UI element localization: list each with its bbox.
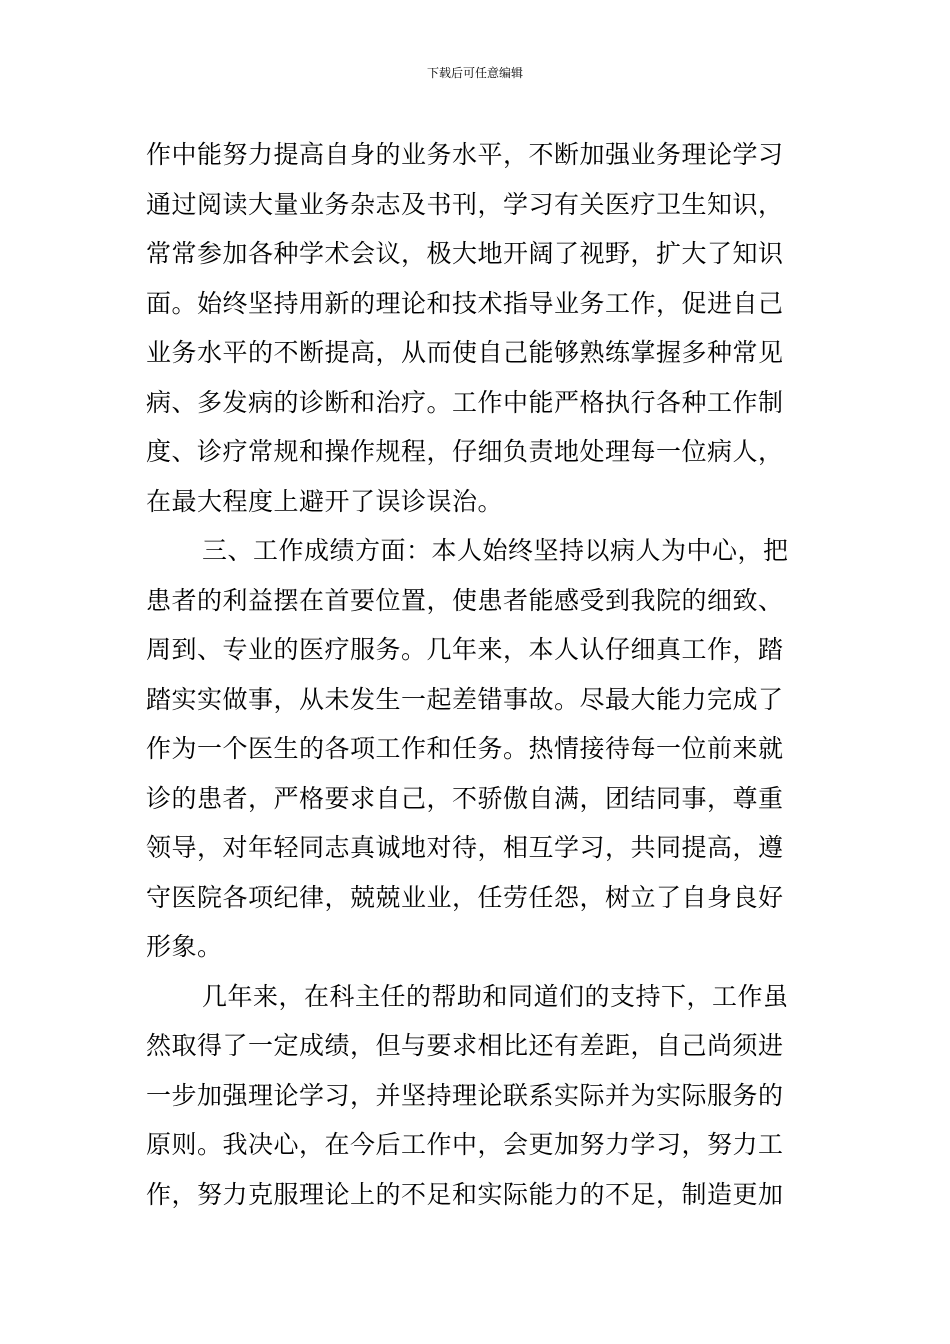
paragraph-1 (146, 130, 826, 526)
paragraph-3 (146, 972, 826, 1220)
text-line: 然取得了一定成绩，但与要求相比还有差距，自己尚须进 (146, 1031, 784, 1060)
text-line: 面。始终坚持用新的理论和技术指导业务工作，促进自己 (146, 288, 784, 318)
text-line: 几年来，在科主任的帮助和同道们的支持下，工作虽 (202, 981, 789, 1011)
text-line: 作，努力克服理论上的不足和实际能力的不足，制造更加 (146, 1179, 784, 1209)
text-line: 三、工作成绩方面：本人始终坚持以病人为中心，把 (202, 536, 789, 565)
text-line: 诊的患者，严格要求自己，不骄傲自满，团结同事，尊重 (146, 783, 784, 813)
page-header: 下载后可任意编辑 (426, 66, 523, 80)
text-line: 常常参加各种学术会议，极大地开阔了视野，扩大了知识 (146, 239, 784, 268)
text-line: 患者的利益摆在首要位置，使患者能感受到我院的细致、 (146, 585, 784, 615)
paragraph-2 (146, 526, 826, 972)
document-body (146, 130, 826, 1219)
text-line: 原则。我决心，在今后工作中，会更加努力学习，努力工 (146, 1130, 784, 1159)
text-line: 通过阅读大量业务杂志及书刊，学习有关医疗卫生知识， (146, 189, 784, 219)
text-line: 在最大程度上避开了误诊误治。 (146, 486, 504, 516)
text-line: 一步加强理论学习，并坚持理论联系实际并为实际服务的 (146, 1080, 784, 1110)
text-line: 形象。 (146, 932, 223, 961)
text-line: 作中能努力提高自身的业务水平，不断加强业务理论学习 (146, 140, 784, 169)
text-line: 业务水平的不断提高，从而使自己能够熟练掌握多种常见 (146, 338, 784, 367)
text-line: 周到、专业的医疗服务。几年来，本人认仔细真工作，踏 (146, 635, 784, 664)
text-line: 作为一个医生的各项工作和任务。热情接待每一位前来就 (146, 734, 784, 763)
text-line: 踏实实做事，从未发生一起差错事故。尽最大能力完成了 (146, 684, 784, 714)
text-line: 守医院各项纪律，兢兢业业，任劳任怨，树立了自身良好 (146, 882, 784, 912)
text-line: 病、多发病的诊断和治疗。工作中能严格执行各种工作制 (146, 387, 784, 417)
text-line: 度、诊疗常规和操作规程，仔细负责地处理每一位病人， (146, 437, 784, 466)
text-line: 领导，对年轻同志真诚地对待，相互学习，共同提高，遵 (146, 833, 784, 862)
